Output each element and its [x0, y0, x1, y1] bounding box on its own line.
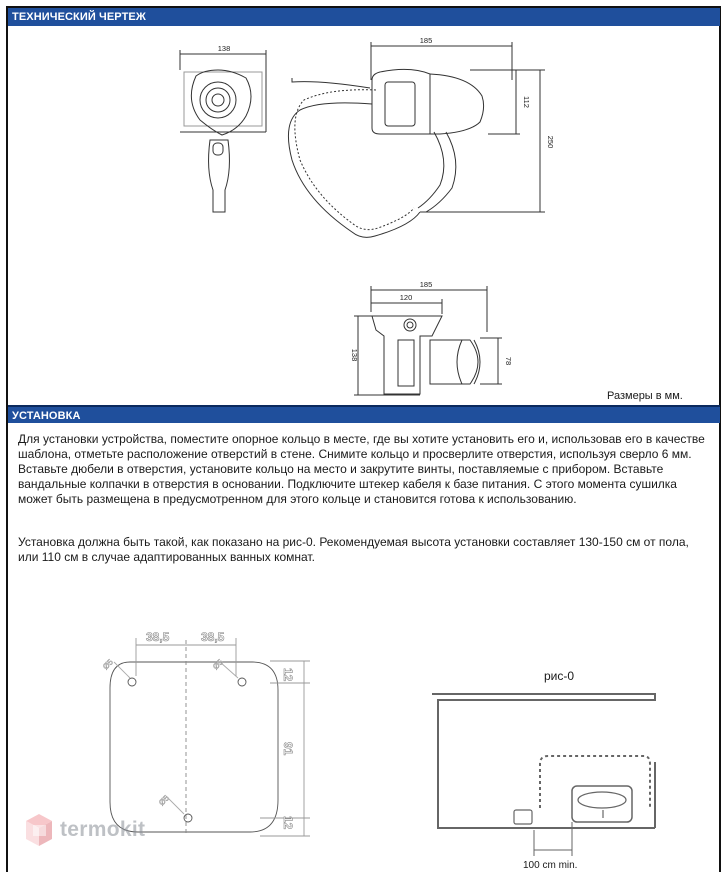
dim-half-right: 38,5 [201, 630, 225, 644]
technical-drawing [0, 0, 725, 400]
installation-height-text: Установка должна быть такой, как показано на рис-0. Рекомендуемая высота установки составляет 130-150 см от пола, или 110 см в случае адаптированных ванных комнат. [18, 535, 689, 564]
dim-side-width: 185 [419, 36, 433, 45]
installation-text: Для установки устройства, поместите опорное кольцо в месте, где вы хотите установить его и, использовав его в качестве шаблона, отметьте расположение отверстий в стене. Снимите кольцо и просверлите отверстия, используя сверло 6 мм. Вставьте дюбели в отверстия, установите кольцо на место и закрутите винты, поставляемые с прибором. Вставьте вандальные колпачки в отверстия в основании. Подключите штекер кабеля к базе питания. С этого момента сушилка может быть размещена в предусмотренном для этого кольце и становится готова к использованию. [18, 432, 705, 506]
cube-icon [24, 812, 54, 848]
section-header-installation: УСТАНОВКА [8, 405, 720, 423]
dim-half-left: 38,5 [146, 630, 170, 644]
dim-top-width: 185 [419, 280, 433, 289]
dim-side-height-total: 250 [546, 135, 555, 149]
dim-top-inner: 120 [399, 293, 413, 302]
units-note: Размеры в мм. [607, 390, 683, 402]
logo-text: termokit [60, 818, 146, 841]
front-view [180, 50, 266, 212]
min-distance-label: 100 cm min. [523, 860, 578, 871]
hole-label-a: Ø5 [101, 657, 115, 672]
dim-top-offset: 12 [281, 668, 295, 682]
dim-side-height-top: 112 [522, 96, 531, 108]
dim-top-nozzle: 78 [504, 356, 513, 366]
dim-front-width: 138 [217, 44, 231, 53]
hole-label-c: Ø5 [157, 793, 171, 808]
watermark-logo [24, 812, 145, 848]
section-header-drawing: ТЕХНИЧЕСКИЙ ЧЕРТЕЖ [8, 8, 720, 26]
hole-label-b: Ø5 [211, 657, 225, 672]
figure-label: рис-0 [544, 669, 575, 683]
dim-middle: 91 [281, 742, 295, 756]
top-view [354, 286, 502, 395]
dim-bottom-offset: 12 [281, 816, 295, 830]
dim-top-depth: 138 [350, 348, 359, 362]
side-view [288, 42, 545, 237]
